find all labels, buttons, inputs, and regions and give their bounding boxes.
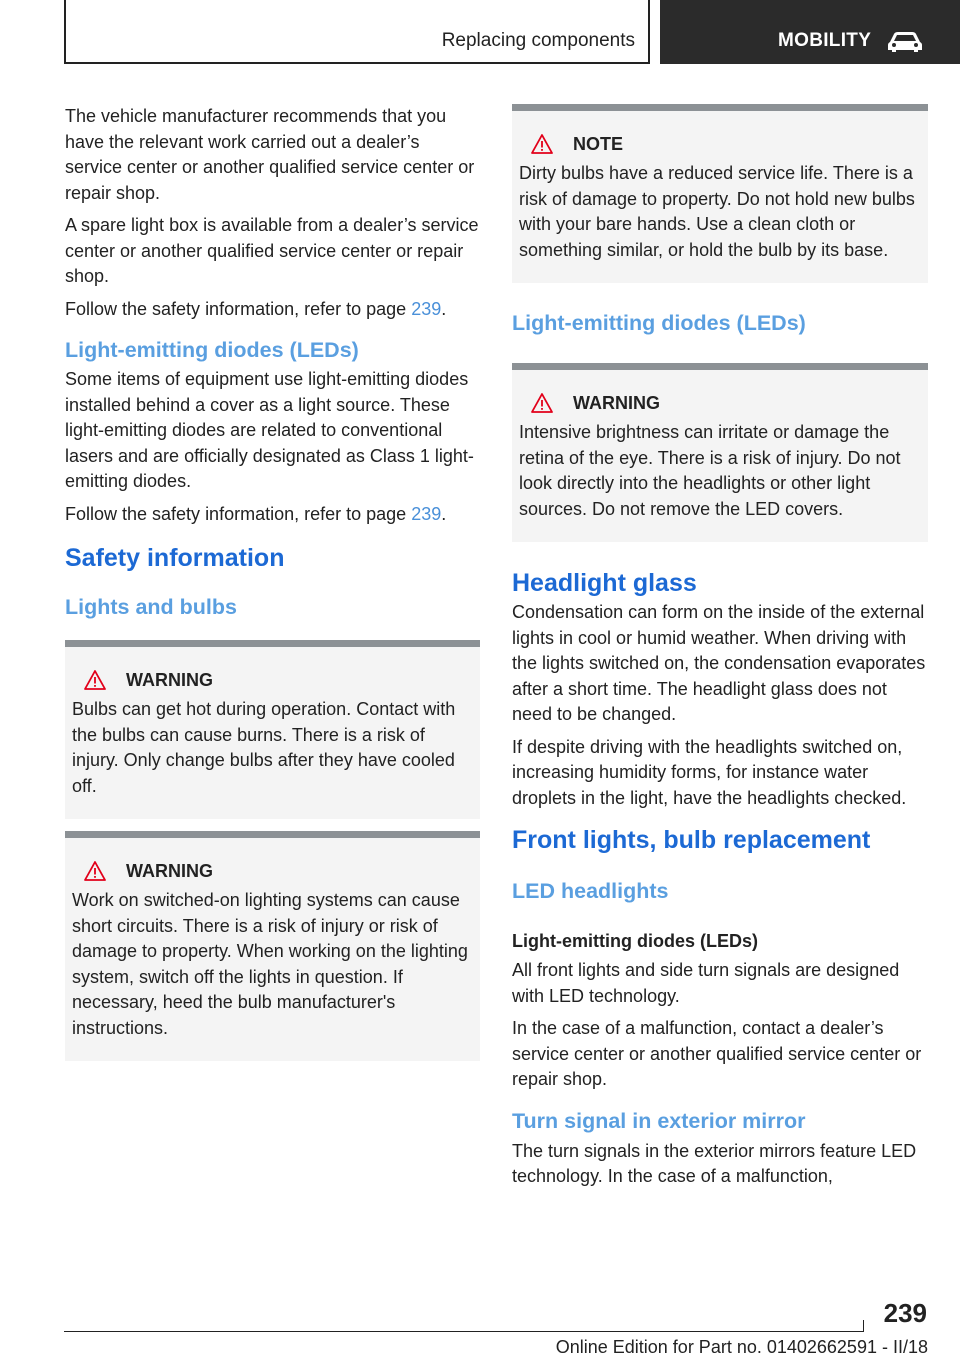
left-column (65, 104, 480, 1061)
warning-text: Intensive brightness can irritate or damage the retina of the eye. There is a risk of injury. Do not look directly into the headlights or other light sources. Do not remove the LED covers. (519, 422, 901, 519)
warning-box (512, 363, 928, 542)
warning-box (65, 640, 480, 819)
heading-lights-bulbs: Lights and bulbs (65, 595, 237, 619)
warning-title (519, 390, 921, 416)
heading-turn-signal: Turn signal in exterior mirror (512, 1108, 806, 1133)
warning-title-text: WARNING (573, 392, 660, 413)
heading-front-lights: Front lights, bulb replacement (512, 826, 871, 854)
warning-title-text: WARNING (126, 860, 213, 881)
note-title (519, 131, 921, 157)
paragraph: The vehicle manufacturer recommends that you have the relevant work carried out a dealer’s service center or another qualified service center or repair shop. (65, 106, 475, 203)
note-box (512, 104, 928, 283)
warning-text: Work on switched-on lighting systems can cause short circuits. There is a risk of injury or risk of damage to property. When working on the lighting system, switch off the lights in question. If necessary, heed the bulb manufacturer's instructions. (72, 890, 468, 1038)
subheading-leds: Light-emitting diodes (LEDs) (512, 931, 758, 951)
paragraph (65, 297, 480, 323)
heading-headlight-glass: Headlight glass (512, 569, 697, 597)
paragraph: Condensation can form on the inside of the external lights in cool or humid weather. When driving with the lights switched on, the condensation evaporates after a short time. The headlight glass does not need to be changed. (512, 602, 926, 724)
paragraph: In the case of a malfunction, contact a dealer’s service center or another qualified service center or repair shop. (512, 1018, 922, 1089)
edition-text: Online Edition for Part no. 01402662591 - II/18 (555, 1337, 928, 1357)
paragraph-text: Follow the safety information, refer to page (65, 298, 412, 319)
paragraph (65, 502, 480, 528)
paragraph: Some items of equipment use light-emitting diodes installed behind a cover as a light source. These light-emitting diodes are related to conventional lasers and are officially designated as Class 1 light-emitting diodes. (65, 369, 474, 491)
section-title: Replacing components (441, 30, 635, 51)
right-column (512, 104, 928, 1197)
heading-leds: Light-emitting diodes (LEDs) (512, 311, 806, 335)
heading-led-headlights: LED headlights (512, 879, 669, 903)
paragraph-end: . (441, 298, 447, 319)
paragraph: If despite driving with the headlights switched on, increasing humidity forms, for instance water droplets in the light, have the headlights checked. (512, 736, 907, 808)
car-icon (886, 30, 924, 54)
warning-title-text: WARNING (126, 669, 213, 690)
page-link[interactable]: 239 (411, 298, 442, 319)
warning-icon (84, 670, 106, 690)
warning-box (65, 831, 480, 1061)
heading-leds: Light-emitting diodes (LEDs) (65, 338, 359, 362)
page-link[interactable]: 239 (411, 503, 442, 524)
paragraph-text: Follow the safety information, refer to page (65, 503, 412, 524)
note-title-text: NOTE (573, 133, 624, 154)
footer-rule (64, 1331, 864, 1332)
page-number: 239 (883, 1298, 927, 1328)
chapter-title: MOBILITY (778, 30, 872, 51)
warning-title (72, 667, 473, 693)
warning-icon (531, 134, 553, 154)
heading-safety: Safety information (65, 544, 285, 572)
warning-title (72, 858, 473, 884)
paragraph: A spare light box is available from a dealer’s service center or another qualified service center or repair shop. (65, 215, 479, 286)
paragraph: All front lights and side turn signals are designed with LED technology. (512, 960, 900, 1006)
warning-text: Bulbs can get hot during operation. Contact with the bulbs can cause burns. There is a risk of injury. Only change bulbs after they have cooled off. (72, 699, 456, 796)
warning-icon (531, 393, 553, 413)
paragraph: The turn signals in the exterior mirrors feature LED technology. In the case of a malfunction, (512, 1140, 917, 1186)
note-text: Dirty bulbs have a reduced service life. There is a risk of damage to property. Do not hold new bulbs with your bare hands. Use a clean cloth or something similar, or hold the bulb by its base. (519, 163, 915, 260)
footer-rule-tick (863, 1320, 864, 1332)
paragraph-end: . (441, 503, 447, 524)
warning-icon (84, 861, 106, 881)
